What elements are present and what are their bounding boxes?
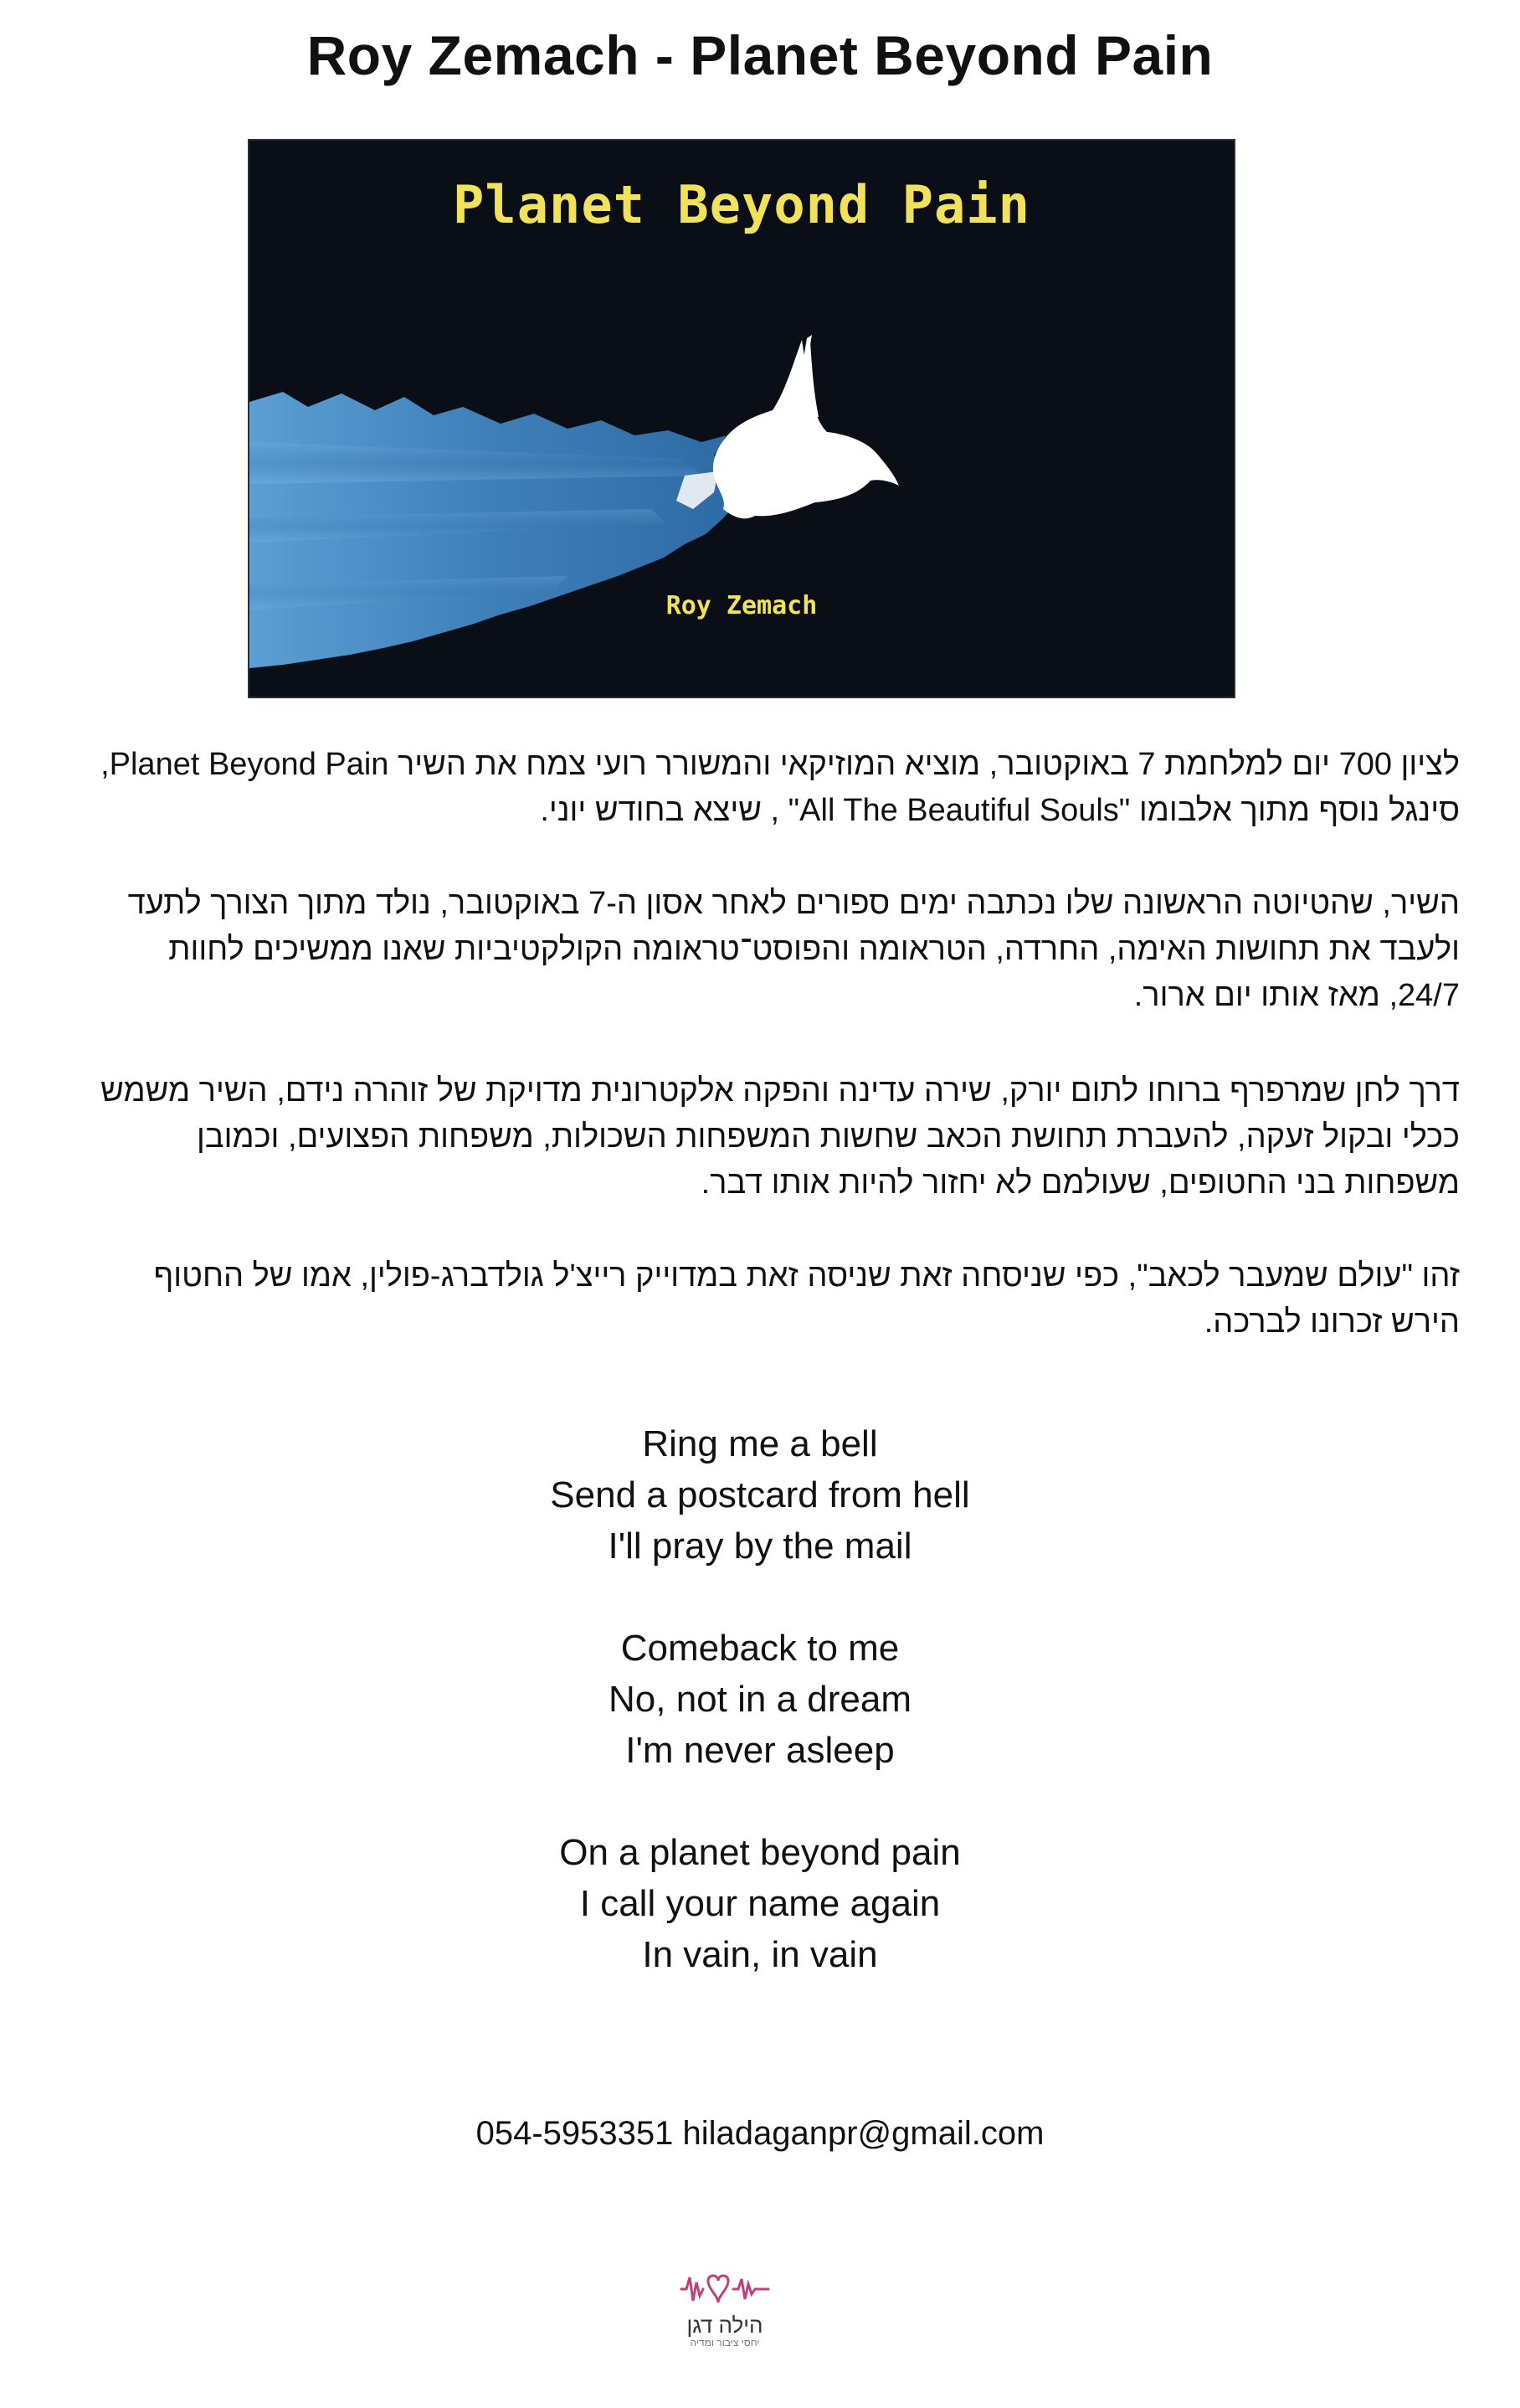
pr-logo bbox=[675, 2269, 775, 2349]
text-line: דרך לחן שמרפרף ברוחו לתום יורק, שירה עדינה והפקה אלקטרונית מדויקת של זוהרה נידם, השיר משמש bbox=[100, 1073, 1460, 1109]
text-line: זהו "עולם שמעבר לכאב", כפי שניסחה זאת שניסה זאת במדוייק רייצ'ל גולדברג-פולין, אמו של החטוף bbox=[153, 1258, 1460, 1294]
lyric-line: I'm never asleep bbox=[625, 1730, 895, 1771]
intro-paragraph bbox=[37, 742, 1460, 834]
quote-paragraph bbox=[37, 1253, 1460, 1345]
lyric-line: No, not in a dream bbox=[609, 1679, 911, 1720]
text-line: ולעבד את תחושות האימה, החרדה, הטראומה והפוסט־טראומה הקולקטיביות שאנו ממשיכים לחוות bbox=[168, 932, 1460, 967]
text-line: לציון 700 יום למלחמת 7 באוקטובר, מוציא המוזיקאי והמשורר רועי צמח את השיר Planet Beyond Pain, bbox=[100, 747, 1460, 782]
text-line: ככלי ובקול זעקה, להעברת תחושת הכאב שחשות המשפחות השכולות, משפחות הפצועים, וכמובן bbox=[197, 1119, 1460, 1155]
lyrics-stanza bbox=[0, 1623, 1520, 1776]
lyric-line: I call your name again bbox=[579, 1883, 941, 1924]
logo-tagline: יחסי ציבור ומדיה bbox=[690, 2337, 760, 2349]
production-paragraph bbox=[37, 1068, 1460, 1207]
lyric-line: On a planet beyond pain bbox=[559, 1832, 961, 1873]
text-line: השיר, שהטיוטה הראשונה שלו נכתבה ימים ספורים לאחר אסון ה-7 באוקטובר, נולד מתוך הצורך לתעד bbox=[127, 886, 1460, 921]
lyric-line: Comeback to me bbox=[620, 1628, 900, 1669]
contact-info: 054-5953351 hiladaganpr@gmail.com bbox=[475, 2115, 1045, 2152]
cover-title: Planet Beyond Pain bbox=[453, 174, 1030, 235]
lyric-line: I'll pray by the mail bbox=[608, 1526, 912, 1567]
lyrics-stanza bbox=[0, 1418, 1520, 1572]
page-title: Roy Zemach - Planet Beyond Pain bbox=[306, 24, 1214, 86]
lyric-line: Ring me a bell bbox=[642, 1423, 878, 1464]
soundwave-logo-icon bbox=[675, 2269, 775, 2309]
lyric-line: Send a postcard from hell bbox=[550, 1474, 970, 1515]
text-line: סינגל נוסף מתוך אלבומו "All The Beautiful Souls" , שיצא בחודש יוני. bbox=[540, 793, 1460, 828]
background-paragraph bbox=[37, 881, 1460, 1019]
text-line: 24/7, מאז אותו יום ארור. bbox=[1133, 978, 1460, 1013]
song-lyrics bbox=[0, 1418, 1520, 2031]
cover-artist: Roy Zemach bbox=[665, 591, 818, 620]
logo-name: הילה דגן bbox=[686, 2313, 763, 2338]
lyric-line: In vain, in vain bbox=[642, 1934, 878, 1975]
album-cover bbox=[249, 141, 1234, 697]
text-line: משפחות בני החטופים, שעולמם לא יחזור להיות אותו דבר. bbox=[701, 1165, 1460, 1201]
text-line: הירש זכרונו לברכה. bbox=[1204, 1304, 1460, 1340]
lyrics-stanza bbox=[0, 1827, 1520, 1980]
